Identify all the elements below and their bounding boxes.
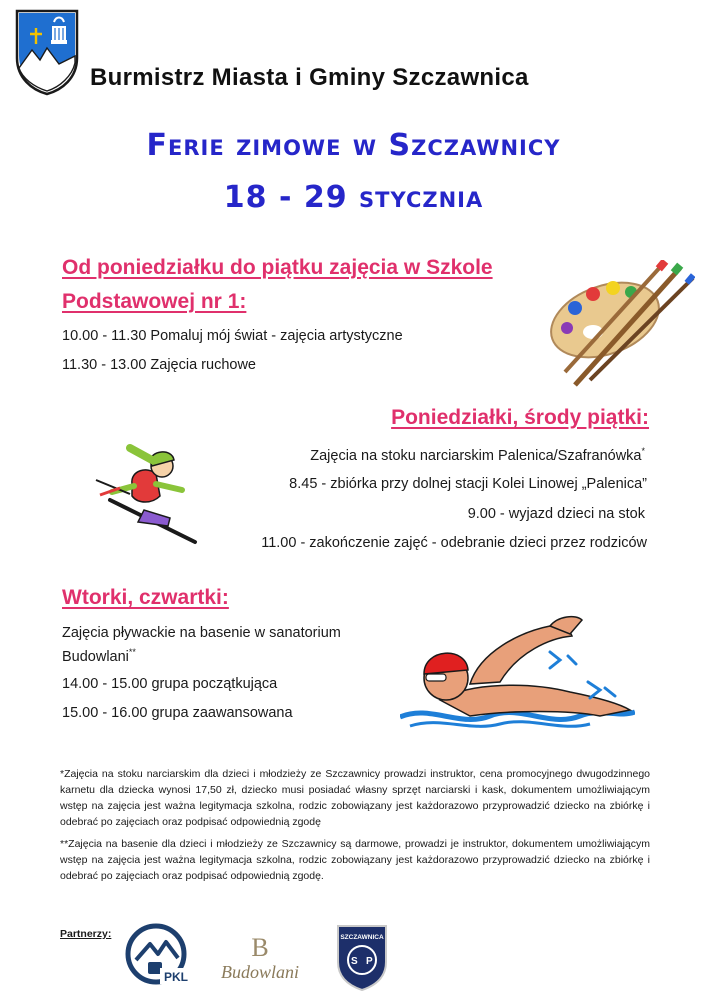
szczawnica-club-logo: [334, 922, 390, 992]
ski-intro: [310, 446, 645, 464]
organizer-title: Burmistrz Miasta i Gminy Szczawnica: [90, 64, 529, 91]
swim-heading: Wtorki, czwartki:: [62, 586, 229, 609]
school-heading-line1: Od poniedziałku do piątku zajęcia w Szkole: [62, 256, 493, 279]
school-heading-line2: Podstawowej nr 1:: [62, 290, 247, 313]
swim-intro-line2: [62, 647, 136, 665]
ski-item-2: 9.00 - wyjazd dzieci na stok: [467, 506, 645, 522]
szczawnica-club-letter-p: P: [366, 956, 373, 967]
szczawnica-club-letter-s: S: [351, 956, 358, 967]
swim-item-1: 14.00 - 15.00 grupa początkująca: [62, 676, 278, 692]
swim-footnote: **Zajęcia na basenie dla dzieci i młodzieży ze Szczawnicy są darmowe, prowadzi je instruktor, dokumentem umożliwiającym wstęp na zajęcia jest ważna legitymacja szkolna, rodzic zobowiązany jest każdorazowo przyprowadzić dziecko na zbiórkę i odebrać po zajęciach oraz podpisać odpowiednią zgodę.: [60, 838, 650, 882]
szczawnica-club-text: SZCZAWNICA: [340, 934, 384, 941]
pkl-logo-text: PKL: [164, 970, 188, 984]
paint-palette-icon: [545, 260, 695, 390]
ski-heading: Poniedziałki, środy piątki:: [391, 406, 649, 429]
partners-label: Partnerzy:: [60, 928, 112, 940]
school-item-2: 11.30 - 13.00 Zajęcia ruchowe: [62, 357, 256, 373]
ski-item-3: 11.00 - zakończenie zajęć - odebranie dzieci przez rodziców: [261, 535, 647, 551]
budowlani-logo-text: Budowlani: [220, 962, 300, 982]
skier-icon: [90, 440, 210, 550]
town-crest-logo: [14, 8, 80, 96]
swim-intro-mark: **: [128, 647, 136, 657]
event-title: Ferie zimowe w Szczawnicy: [146, 128, 561, 163]
ski-footnote: *Zajęcia na stoku narciarskim dla dzieci i młodzieży ze Szczawnicy prowadzi instruktor, cena promocyjnego dwugodzinnego karnetu dla dziecka wynosi 17,50 zł, dziecko musi posiadać własny sprzęt narciarski i kask, dokumentem umożliwiającym wstęp na zajęcia jest ważna legitymacja szkolna, rodzic zobowiązany jest każdorazowo przyprowadzić dziecko na zbiórkę i odebrać po zajęciach oraz podpisać odpowiednią zgodę: [60, 768, 650, 828]
ski-item-1: 8.45 - zbiórka przy dolnej stacji Kolei Linowej „Palenica”: [289, 476, 647, 492]
event-dates: 18 - 29 stycznia: [223, 180, 484, 215]
budowlani-logo: [210, 928, 310, 988]
school-item-1: 10.00 - 11.30 Pomaluj mój świat - zajęcia artystyczne: [62, 328, 403, 344]
ski-intro-mark: *: [641, 446, 645, 456]
swim-intro-line1: Zajęcia pływackie na basenie w sanatorium: [62, 625, 341, 641]
swimmer-icon: [400, 612, 635, 732]
swim-item-2: 15.00 - 16.00 grupa zaawansowana: [62, 705, 293, 721]
swim-intro-text: Budowlani: [62, 648, 129, 665]
budowlani-monogram: B: [251, 933, 269, 962]
ski-intro-text: Zajęcia na stoku narciarskim Palenica/Szafranówka: [310, 447, 642, 464]
pkl-logo: [124, 920, 192, 992]
